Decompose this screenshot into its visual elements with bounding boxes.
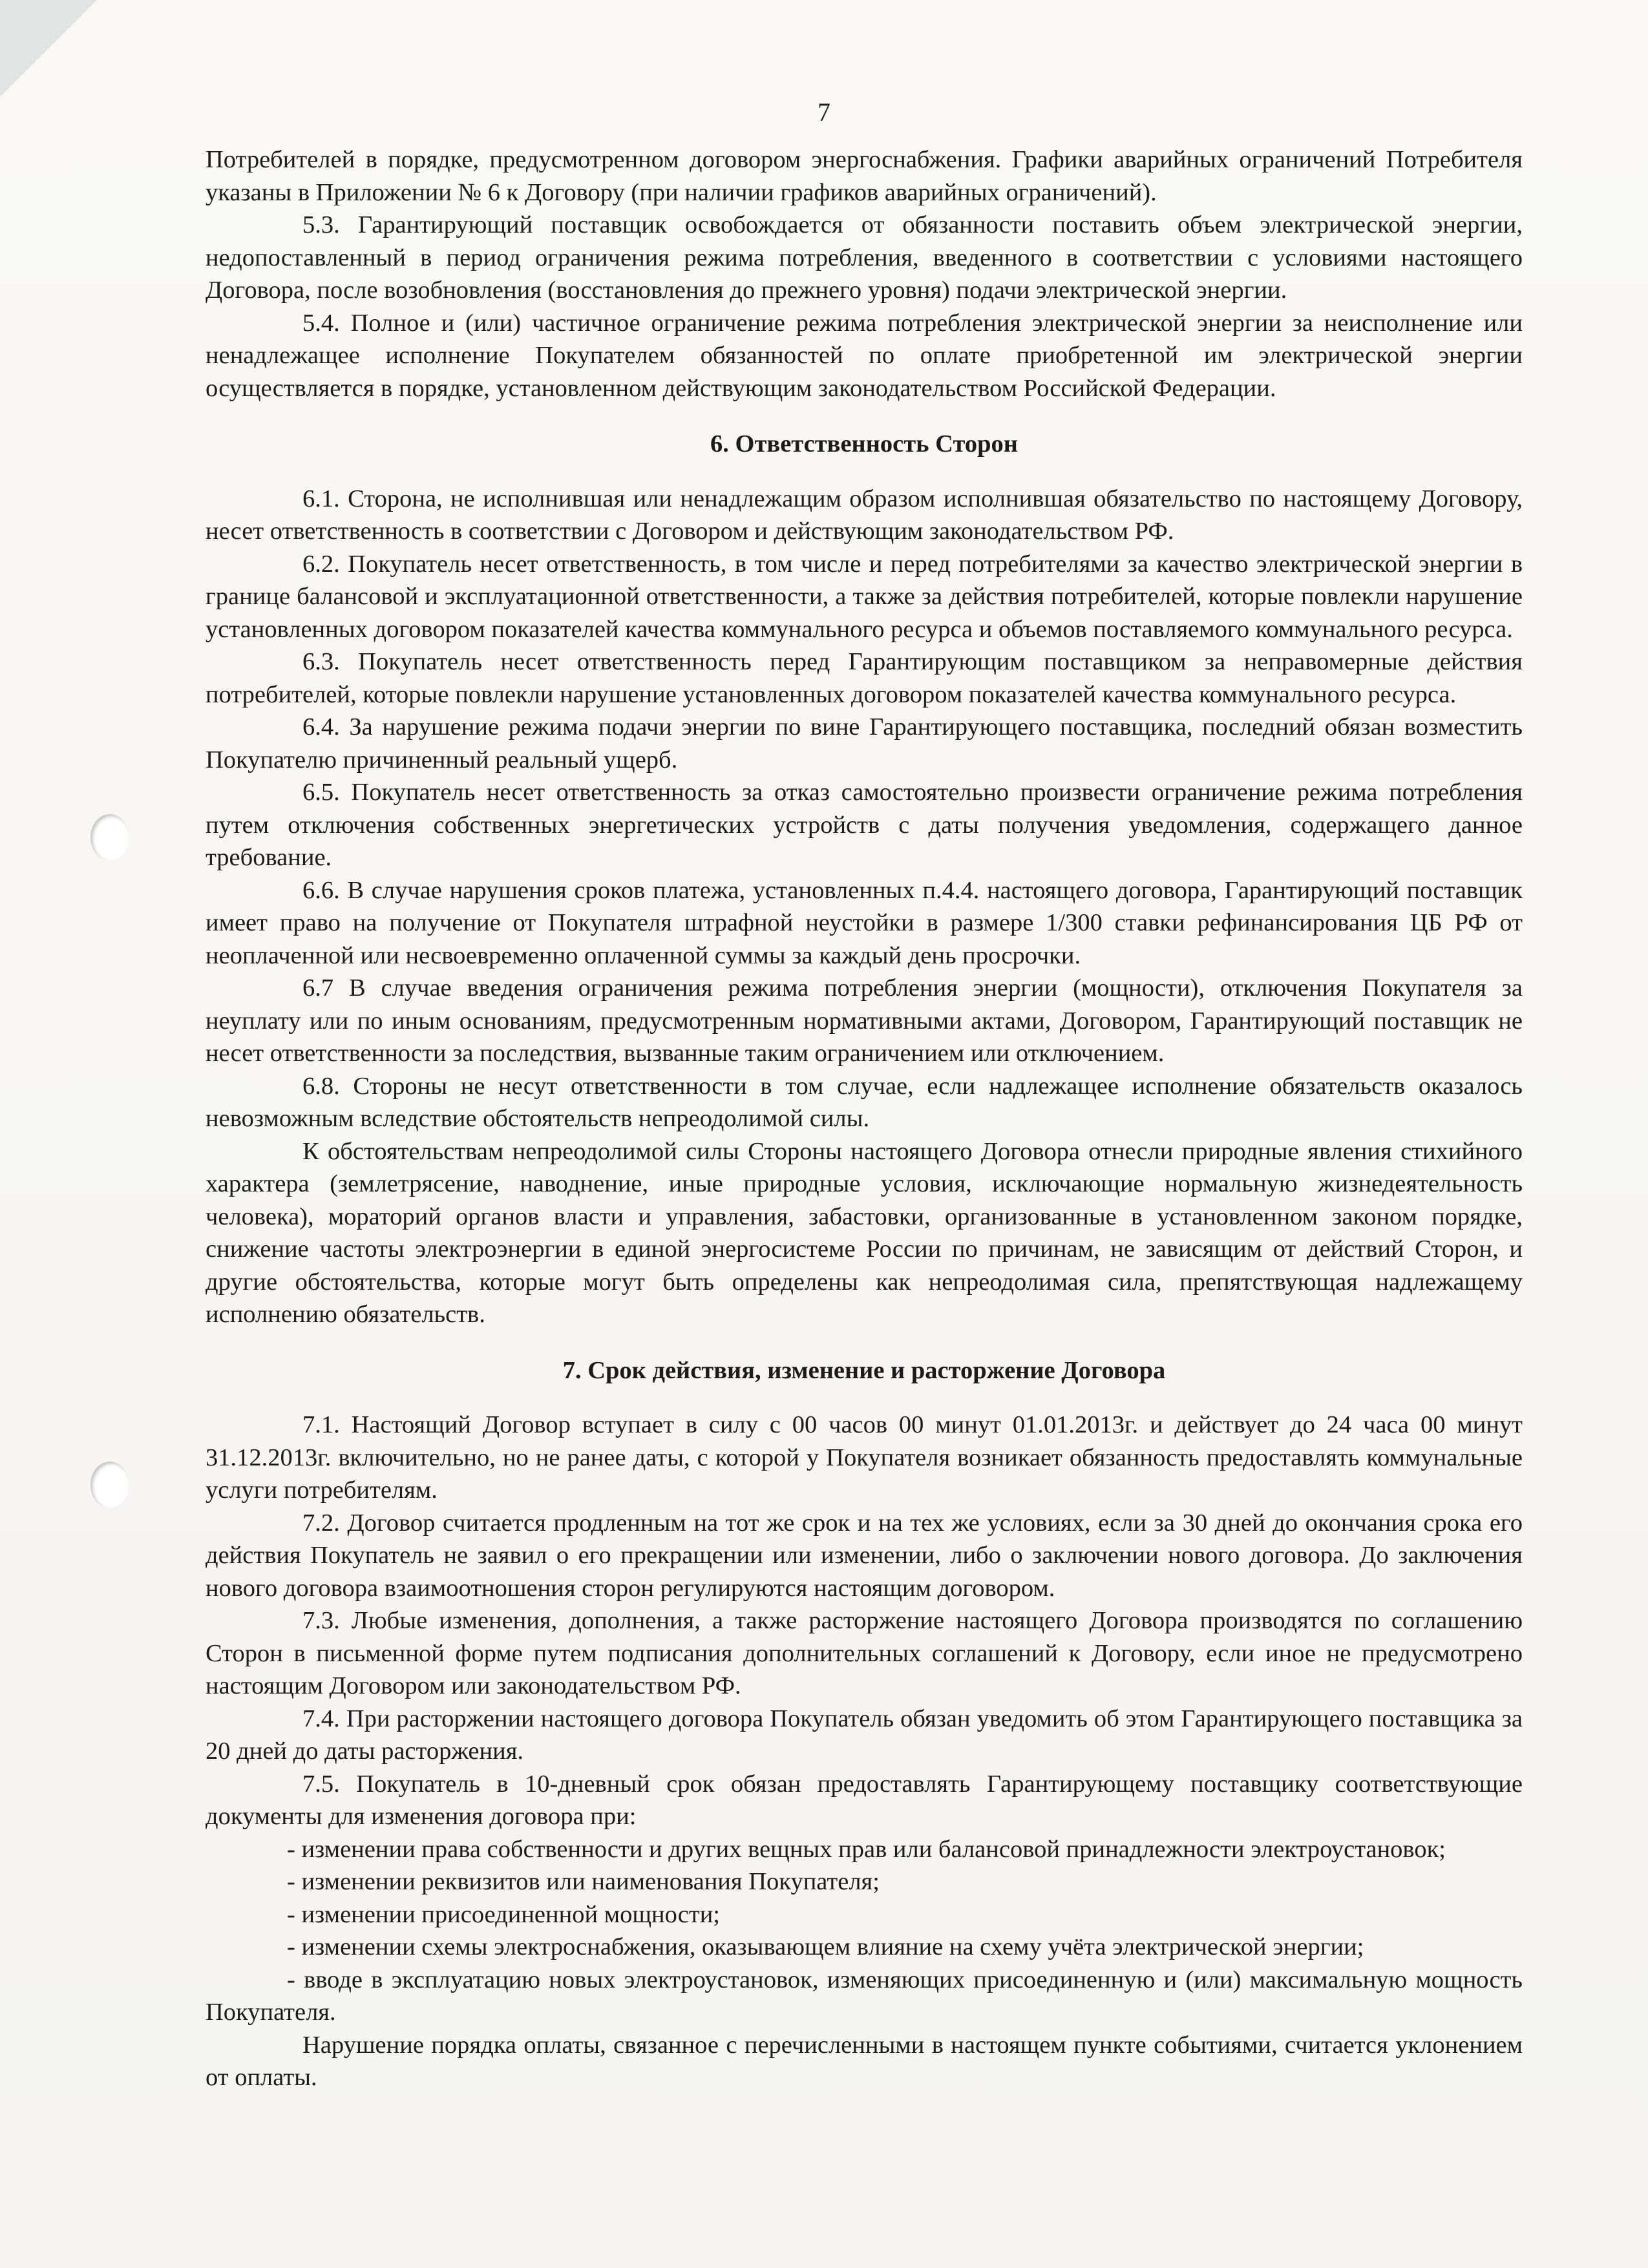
paragraph-6-6: 6.6. В случае нарушения сроков платежа, установленных п.4.4. настоящего договора, Гарантирующий поставщик имеет право на получение от Покупателя штрафной неустойки в размере 1/300 ставки рефинансирования ЦБ РФ от неоплаченной или несвоевременно оплаченной суммы за каждый день просрочки.: [206, 876, 1523, 969]
paragraph-6-1: 6.1. Сторона, не исполнившая или ненадлежащим образом исполнившая обязательство по настоящему Договору, несет ответственность в соответствии с Договором и действующим законодательством РФ.: [206, 485, 1523, 545]
list-item: - изменении схемы электроснабжения, оказывающем влияние на схему учёта электрической энергии;: [287, 1933, 1364, 1960]
paragraph-6-3: 6.3. Покупатель несет ответственность перед Гарантирующим поставщиком за неправомерные действия потребителей, которые повлекли нарушение установленных договором показателей качества коммунального ресурса.: [206, 648, 1523, 708]
paragraph-closing: Нарушение порядка оплаты, связанное с перечисленными в настоящем пункте событиями, считается уклонением от оплаты.: [206, 2031, 1523, 2091]
page-number: 7: [818, 98, 830, 127]
paragraph-6-4: 6.4. За нарушение режима подачи энергии по вине Гарантирующего поставщика, последний обязан возместить Покупателю причиненный реальный ущерб.: [206, 713, 1523, 773]
paragraph-force-majeure: К обстоятельствам непреодолимой силы Стороны настоящего Договора отнесли природные явления стихийного характера (землетрясение, наводнение, иные природные условия, исключающие нормальную жизнедеятельность человека), мораторий органов власти и управления, забастовки, организованные в установленном законом порядке, снижение частоты электроэнергии в единой энергосистеме России по причинам, не зависящим от действий Сторон, и другие обстоятельства, которые могут быть определены как непреодолимая сила, препятствующая надлежащему исполнению обязательств.: [206, 1137, 1523, 1328]
paragraph-6-8: 6.8. Стороны не несут ответственности в том случае, если надлежащее исполнение обязательств оказалось невозможным вследствие обстоятельств непреодолимой силы.: [206, 1072, 1523, 1132]
paragraph-6-2: 6.2. Покупатель несет ответственность, в том числе и перед потребителями за качество электрической энергии в границе балансовой и эксплуатационной ответственности, а также за действия потребителей, которые повлекли нарушение установленных договором показателей качества коммунального ресурса и объемов поставляемого коммунального ресурса.: [206, 550, 1523, 643]
paragraph-7-1: 7.1. Настоящий Договор вступает в силу с 00 часов 00 минут 01.01.2013г. и действует до 24 часа 00 минут 31.12.2013г. включительно, но не ранее даты, с которой у Покупателя возникает обязанность предоставлять коммунальные услуги потребителям.: [206, 1411, 1523, 1504]
paragraph-7-2: 7.2. Договор считается продленным на тот же срок и на тех же условиях, если за 30 дней до окончания срока его действия Покупатель не заявил о его прекращении или изменении, либо о заключении нового договора. До заключения нового договора взаимоотношения сторон регулируются настоящим договором.: [206, 1509, 1523, 1602]
section-7-heading: 7. Срок действия, изменение и расторжение Договора: [562, 1356, 1166, 1384]
paragraph-7-3: 7.3. Любые изменения, дополнения, а также расторжение настоящего Договора производятся по соглашению Сторон в письменной форме путем подписания дополнительных соглашений к Договору, если иное не предусмотрено настоящим Договором или законодательством РФ.: [206, 1607, 1523, 1699]
list-item: - вводе в эксплуатацию новых электроустановок, изменяющих присоединенную и (или) максимальную мощность Покупателя.: [206, 1966, 1523, 2026]
punch-hole-lower: [90, 1462, 129, 1508]
document-body: [206, 143, 1523, 2094]
punch-hole-upper: [90, 814, 129, 861]
list-item: - изменении реквизитов или наименования Покупателя;: [287, 1868, 880, 1895]
paragraph-5-4: 5.4. Полное и (или) частичное ограничение режима потребления электрической энергии за неисполнение или ненадлежащее исполнение Покупателем обязанностей по оплате приобретенной им электрической энергии осуществляется в порядке, установленном действующим законодательством Российской Федерации.: [206, 309, 1523, 402]
section-6-heading: 6. Ответственность Сторон: [710, 430, 1018, 457]
paragraph-7-5: 7.5. Покупатель в 10-дневный срок обязан предоставлять Гарантирующему поставщику соответствующие документы для изменения договора при:: [206, 1770, 1523, 1830]
list-item: - изменении присоединенной мощности;: [287, 1900, 720, 1928]
paragraph-intro-continuation: Потребителей в порядке, предусмотренном договором энергоснабжения. Графики аварийных ограничений Потребителя указаны в Приложении № 6 к Договору (при наличии графиков аварийных ограничений).: [206, 146, 1523, 206]
paragraph-6-7: 6.7 В случае введения ограничения режима потребления энергии (мощности), отключения Покупателя за неуплату или по иным основаниям, предусмотренным нормативными актами, Договором, Гарантирующий поставщик не несет ответственности за последствия, вызванные таким ограничением или отключением.: [206, 974, 1523, 1067]
paragraph-5-3: 5.3. Гарантирующий поставщик освобождается от обязанности поставить объем электрической энергии, недопоставленный в период ограничения режима потребления, введенного в соответствии с условиями настоящего Договора, после возобновления (восстановления до прежнего уровня) подачи электрической энергии.: [206, 211, 1523, 304]
list-item: - изменении права собственности и других вещных прав или балансовой принадлежности электроустановок;: [287, 1835, 1446, 1863]
paragraph-6-5: 6.5. Покупатель несет ответственность за отказ самостоятельно произвести ограничение режима потребления путем отключения собственных энергетических устройств с даты получения уведомления, содержащего данное требование.: [206, 779, 1523, 871]
paragraph-7-4: 7.4. При расторжении настоящего договора Покупатель обязан уведомить об этом Гарантирующего поставщика за 20 дней до даты расторжения.: [206, 1705, 1523, 1765]
folded-corner: [0, 0, 97, 97]
